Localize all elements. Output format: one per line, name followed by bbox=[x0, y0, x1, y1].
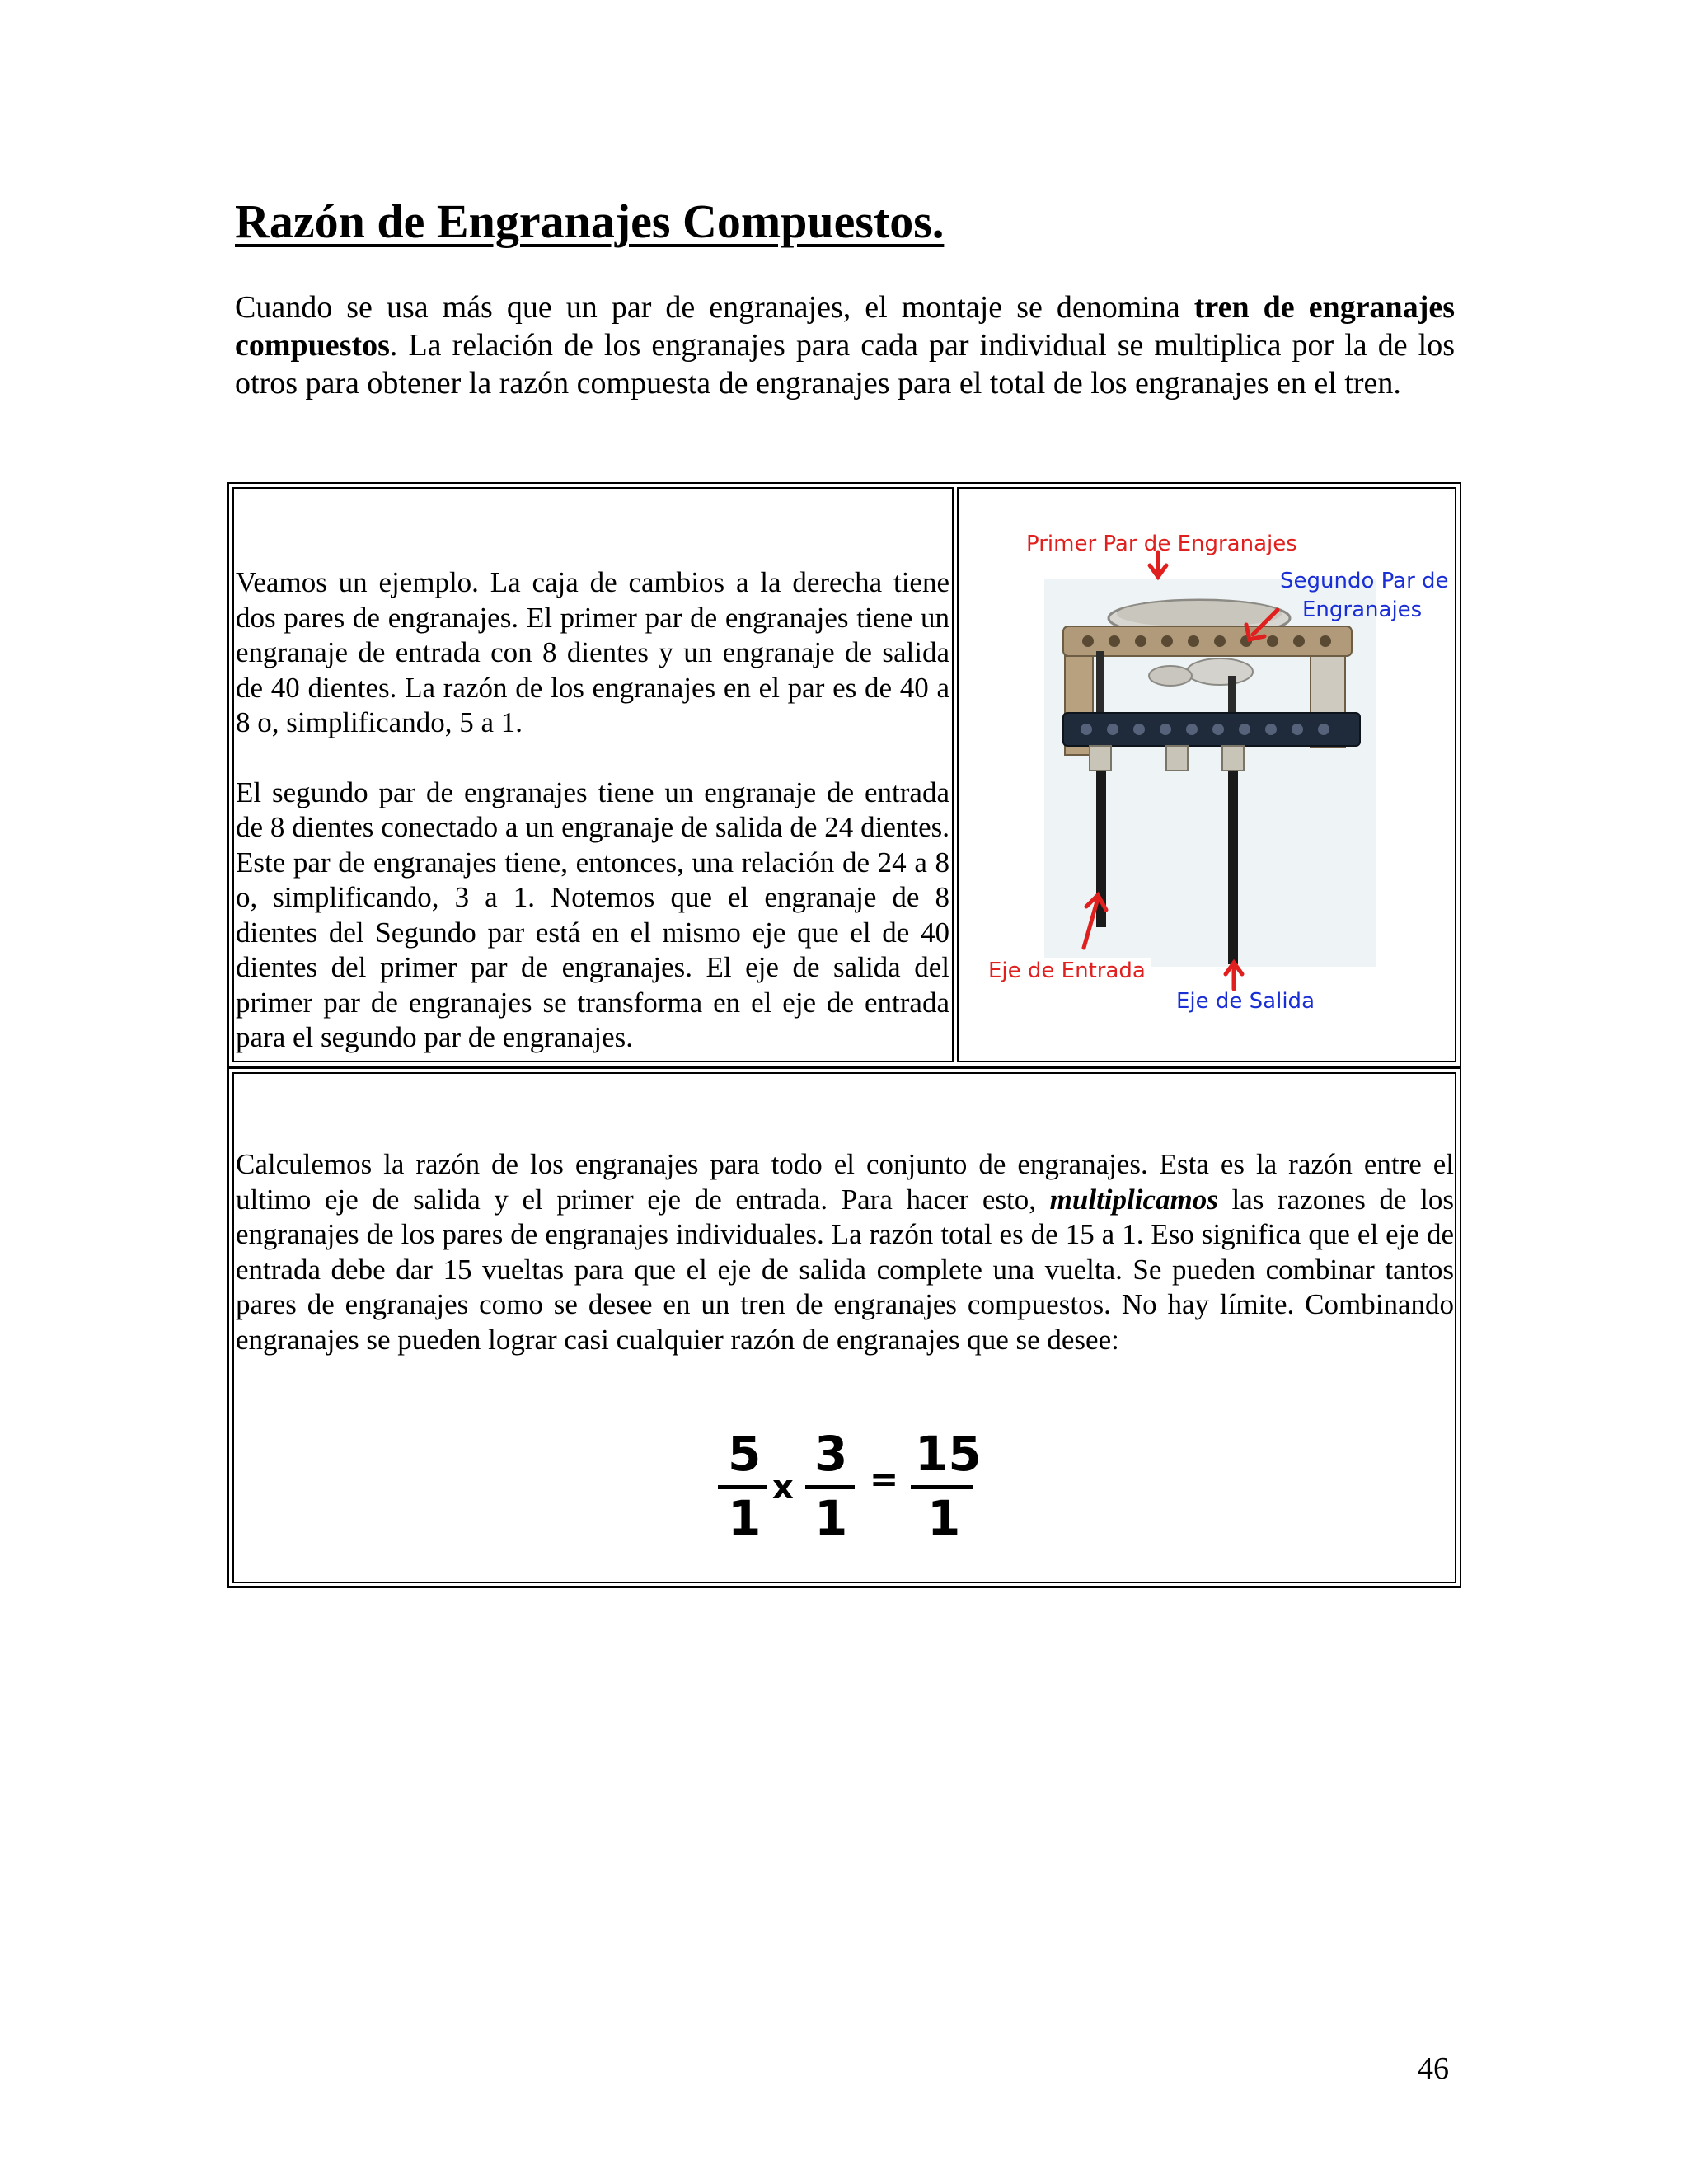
example-paragraph-2: El segundo par de engranajes tiene un engranaje de entrada de 8 dientes conectado a un engranaje de salida de 24 dientes. Este par de engranajes tiene, entonces, una relación de 24 a 8 o, simplificando, 3 a 1. Notemos que el engranaje de 8 dientes del Segundo par está en el mismo eje que el de 40 dientes del primer par de engranajes. El eje de salida del primer par de engranajes se transforma en el eje de entrada para el segundo par de engranajes. bbox=[236, 776, 950, 1053]
example-text bbox=[236, 565, 950, 1056]
times-sign: x bbox=[772, 1469, 794, 1507]
fraction-1-bar bbox=[718, 1485, 767, 1489]
ratio-equation bbox=[713, 1426, 982, 1549]
fraction-1-denominator: 1 bbox=[728, 1490, 762, 1546]
fraction-1-numerator: 5 bbox=[728, 1426, 762, 1482]
fraction-3-bar bbox=[911, 1485, 973, 1489]
label-input-axle: Eje de Entrada bbox=[983, 958, 1151, 983]
intro-paragraph bbox=[235, 288, 1455, 402]
example-paragraph-1: Veamos un ejemplo. La caja de cambios a la derecha tiene dos pares de engranajes. El primer par de engranajes tiene un engranaje de entrada con 8 dientes y un engranaje de salida de 40 dientes. La razón de los engranajes en el par es de 40 a 8 o, simplificando, 5 a 1. bbox=[236, 566, 950, 738]
label-second-pair-line1: Segundo Par de bbox=[1280, 569, 1449, 593]
intro-text-2: . La relación de los engranajes para cada par individual se multiplica por la de los otros para obtener la razón compuesta de engranajes para el total de los engranajes en el tren. bbox=[235, 328, 1455, 401]
calc-text-1: Calculemos la razón de los engranajes para todo el conjunto de engranajes. Esta es la razón entre el ultimo eje de salida y el primer eje de entrada. Para hacer esto, bbox=[236, 1148, 1454, 1216]
calc-text-2: las razones de los engranajes de los pares de engranajes individuales. La razón total es de 15 a 1. Eso significa que el eje de entrada debe dar 15 vueltas para que el eje de salida complete una vuelta. Se pueden combinar tantos pares de engranajes como se desee en un tren de engranajes compuestos. No hay límite. Combinando engranajes se pueden lograr casi cualquier razón de engranajes que se desee: bbox=[236, 1183, 1454, 1356]
fraction-3-numerator: 15 bbox=[915, 1426, 982, 1482]
fraction-3-denominator: 1 bbox=[927, 1490, 961, 1546]
label-second-pair-line2: Engranajes bbox=[1302, 598, 1423, 622]
fraction-2-denominator: 1 bbox=[814, 1490, 848, 1546]
intro-bold-term: tren de engranajes compuestos bbox=[235, 290, 1455, 363]
page-title: Razón de Engranajes Compuestos. bbox=[235, 194, 945, 248]
label-first-pair: Primer Par de Engranajes bbox=[1026, 532, 1297, 556]
page-number: 46 bbox=[1418, 2051, 1449, 2086]
fraction-2-bar bbox=[805, 1485, 855, 1489]
calc-emphasis: multiplicamos bbox=[1049, 1183, 1218, 1216]
calculation-text bbox=[236, 1147, 1454, 1357]
equals-sign: = bbox=[870, 1459, 899, 1499]
fraction-2-numerator: 3 bbox=[814, 1426, 848, 1482]
gearbox-figure bbox=[981, 519, 1442, 1030]
label-output-axle: Eje de Salida bbox=[1176, 989, 1315, 1014]
intro-text-1: Cuando se usa más que un par de engranajes, el montaje se denomina bbox=[235, 290, 1194, 325]
